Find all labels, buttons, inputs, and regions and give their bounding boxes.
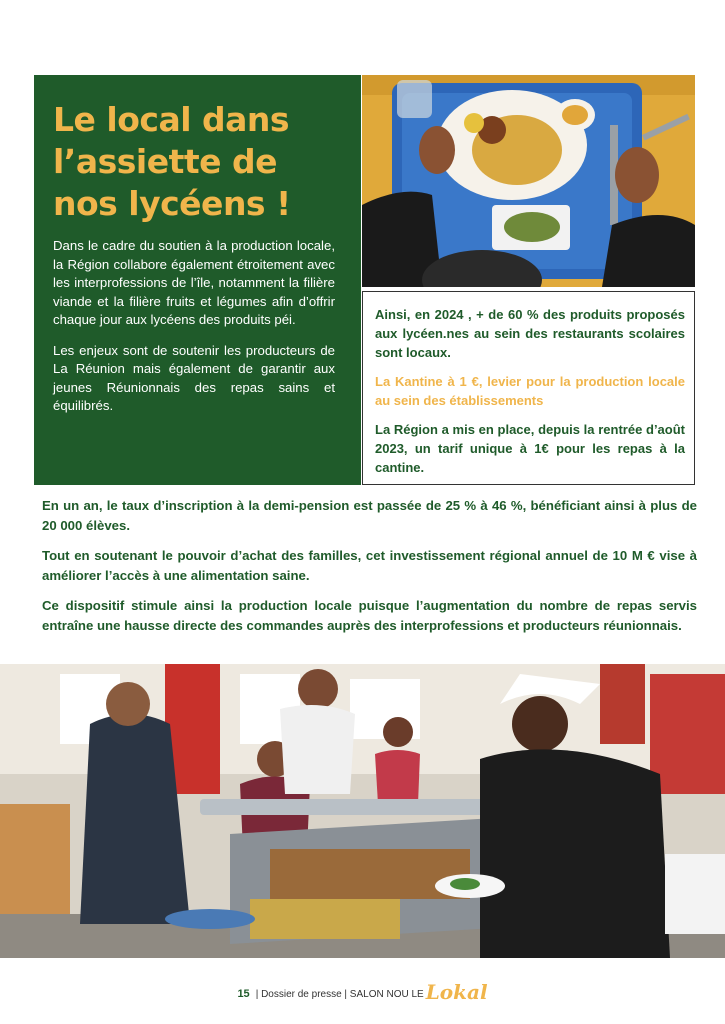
intro-paragraph-1: Dans le cadre du soutien à la production locale, la Région collabore également étroitement avec les interprofessions de l’île, notamment la filière viande et la filière fruits et légumes afin d’offrir chaque jour aux lycéens des produits péi. xyxy=(53,238,335,327)
page-title: Le local dans l’assiette de nos lycéens ! xyxy=(53,100,291,223)
cafeteria-serving-photo xyxy=(0,664,725,958)
tray-meal-photo xyxy=(362,75,695,287)
intro-paragraph-2: Les enjeux sont de soutenir les producteurs de La Réunion mais également de garantir aux jeunes Réunionnais des repas sains et équilibrés. xyxy=(53,342,335,413)
footer-label: | Dossier de presse | SALON NOU LE xyxy=(255,989,424,1000)
local-production-paragraph: Ce dispositif stimule ainsi la production locale puisque l’augmentation du nombre de repas servis entraîne une hausse directe des commandes auprès des interprofessions et producteurs réunionnais. xyxy=(42,598,697,633)
page-number: 15 xyxy=(237,988,250,1000)
kantine-detail: La Région a mis en place, depuis la rentrée d’août 2023, un tarif unique à 1€ pour les repas à la cantine. xyxy=(375,422,685,475)
intro-panel xyxy=(34,75,361,485)
investment-paragraph: Tout en soutenant le pouvoir d’achat des familles, cet investissement régional annuel de 10 M € vise à améliorer l’accès à une alimentation saine. xyxy=(42,548,697,583)
page-footer xyxy=(0,980,725,1004)
enrollment-paragraph: En un an, le taux d’inscription à la demi-pension est passée de 25 % à 46 %, bénéficiant ainsi à plus de 20 000 élèves. xyxy=(42,498,697,533)
main-body xyxy=(42,496,697,646)
lokal-logo: Lokal xyxy=(425,980,488,1004)
local-products-stat: Ainsi, en 2024 , + de 60 % des produits proposés aux lycéen.nes au sein des restaurants scolaires sont locaux. xyxy=(375,307,685,360)
kantine-subheading: La Kantine à 1 €, levier pour la production locale au sein des établissements xyxy=(375,374,685,408)
kantine-info-box xyxy=(362,291,695,485)
